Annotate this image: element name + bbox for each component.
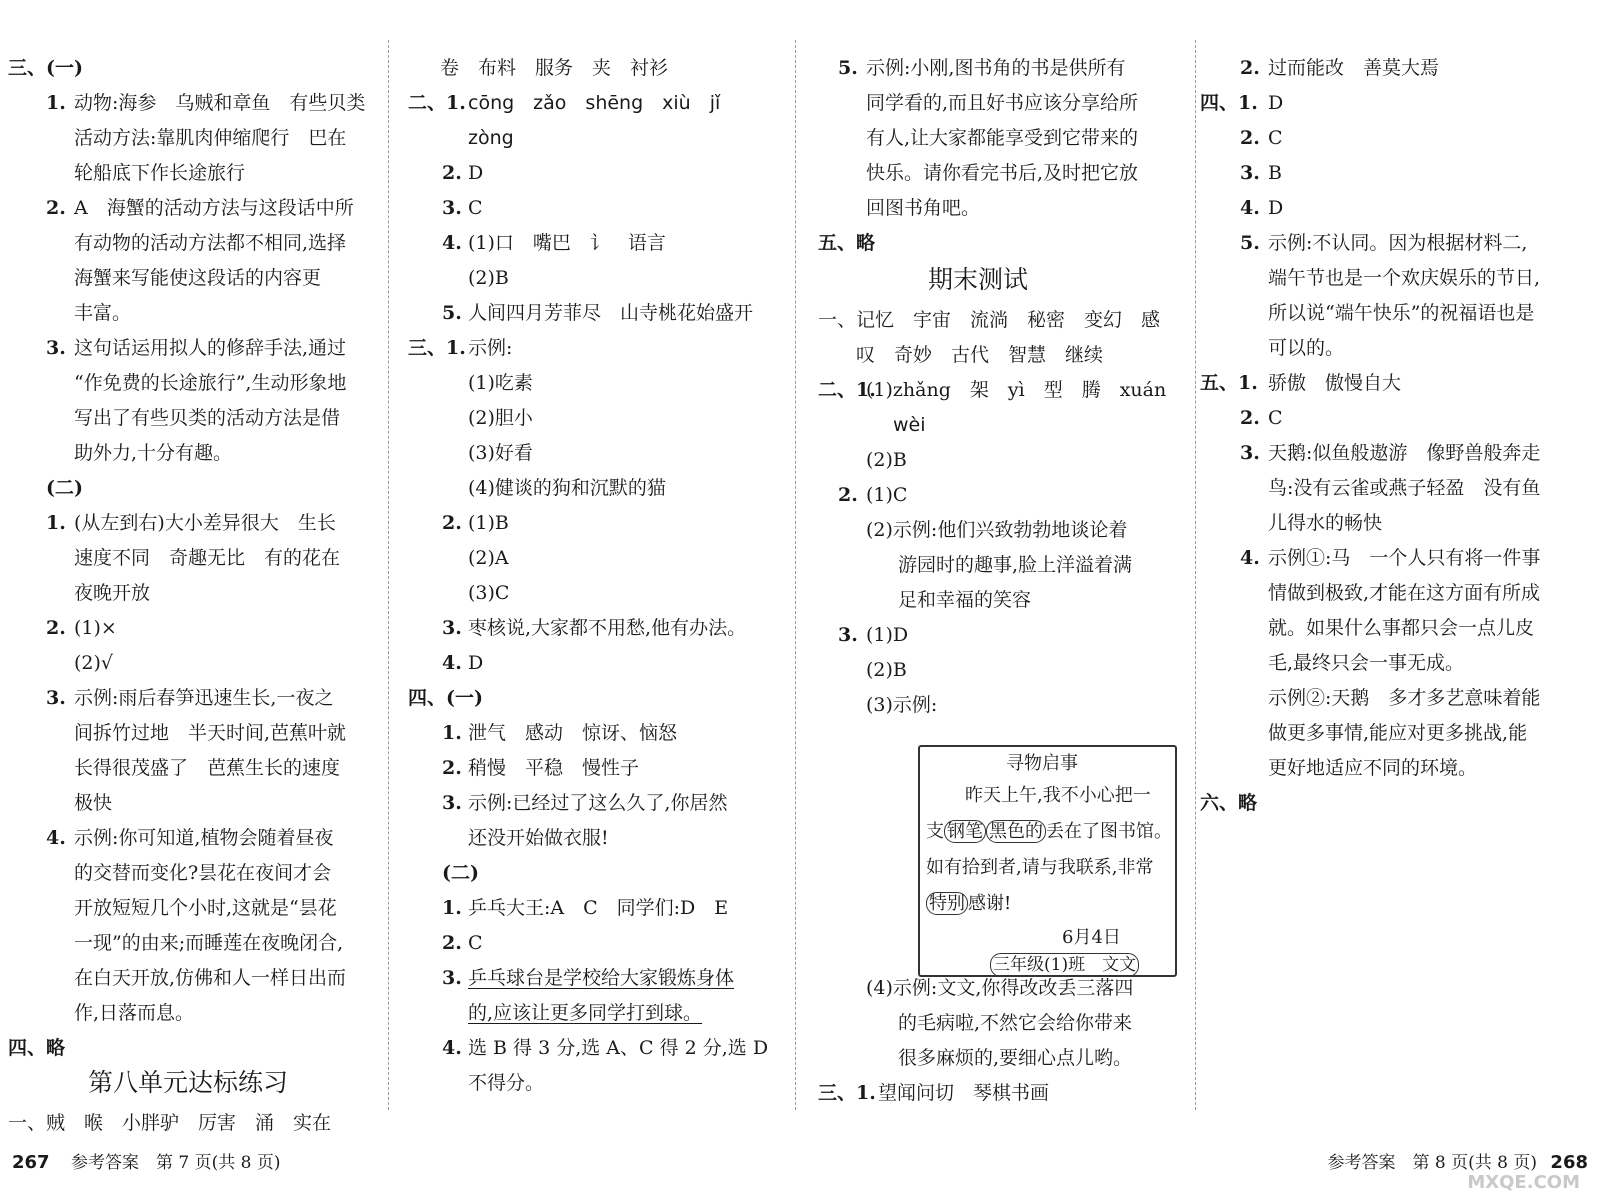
- notice-line: 特别 感谢!: [926, 893, 1011, 915]
- footer-left: [12, 1148, 281, 1173]
- answer-line: 有人,让大家都能享受到它带来的: [866, 127, 1139, 149]
- answer-line: 示例②:天鹅 多才多艺意味着能: [1268, 687, 1541, 709]
- answer-line: 人间四月芳菲尽 山寺桃花始盛开: [468, 302, 754, 324]
- answer-line: A 海蟹的活动方法与这段话中所: [74, 197, 354, 219]
- answer-line: 助外力,十分有趣。: [74, 442, 233, 464]
- item-number: 1.: [46, 92, 66, 114]
- item-number: 4.: [46, 827, 66, 849]
- answer-line: 丰富。: [74, 302, 132, 324]
- unit-title: 第八单元达标练习: [88, 1068, 289, 1097]
- item-number: 3.: [46, 687, 66, 709]
- lost-item-notice: [918, 745, 1177, 977]
- answer-line: (2)示例:他们兴致勃勃地谈论着: [866, 519, 1128, 541]
- section-heading: 五、略: [818, 232, 876, 254]
- item-number: 3.: [1240, 162, 1260, 184]
- item-number: 3.: [838, 624, 858, 646]
- answer-line: 活动方法:靠肌肉伸缩爬行 巴在: [74, 127, 347, 149]
- pinyin-line: zòng: [468, 127, 514, 149]
- answer-line: 骄傲 傲慢自大: [1268, 372, 1402, 394]
- answer-line: “作免费的长途旅行”,生动形象地: [74, 372, 347, 394]
- item-number: 5.: [838, 57, 858, 79]
- item-number: 2.: [838, 484, 858, 506]
- answer-line: 一、记忆 宇宙 流淌 秘密 变幻 感: [818, 309, 1161, 331]
- pinyin-line: cōng zǎo shēng xiù jǐ: [468, 92, 721, 114]
- item-number: 2.: [46, 197, 66, 219]
- answer-line: 示例:雨后春笋迅速生长,一夜之: [74, 687, 334, 709]
- item-number: 4.: [1240, 547, 1260, 569]
- answer-line: 情做到极致,才能在这方面有所成: [1268, 582, 1541, 604]
- answer-line: D: [1268, 197, 1284, 219]
- footer-caption: 参考答案 第 7 页(共 8 页): [70, 1153, 281, 1173]
- column-divider: [388, 40, 389, 1110]
- answer-line: C: [1268, 407, 1283, 429]
- unit-title: 期末测试: [928, 265, 1029, 294]
- answer-line: C: [1268, 127, 1283, 149]
- answer-line: 的交替而变化?昙花在夜间才会: [74, 862, 332, 884]
- item-number: 3.: [442, 197, 462, 219]
- answer-line: (4)示例:文文,你得改改丢三落四: [866, 977, 1134, 999]
- answer-line: D: [468, 652, 484, 674]
- answer-line: 示例:你可知道,植物会随着昼夜: [74, 827, 334, 849]
- item-number: 3.: [46, 337, 66, 359]
- answer-line: 足和幸福的笑容: [898, 589, 1032, 611]
- answer-line: 天鹅:似鱼般遨游 像野兽般奔走: [1268, 442, 1541, 464]
- answer-line: (2)B: [468, 267, 509, 289]
- item-number: 5.: [442, 302, 462, 324]
- item-number: 2.: [1240, 407, 1260, 429]
- watermark: MXQE.COM: [1467, 1172, 1580, 1193]
- answer-line: 很多麻烦的,要细心点儿哟。: [898, 1047, 1133, 1069]
- answer-line: (1)×: [74, 617, 117, 639]
- notice-title: 寻物启事: [1006, 753, 1078, 774]
- answer-line: (3)好看: [468, 442, 533, 464]
- item-number: 2.: [442, 757, 462, 779]
- answer-line: C: [468, 197, 483, 219]
- item-number: 3.: [442, 792, 462, 814]
- item-number: 3.: [442, 967, 462, 989]
- answer-line: 望闻问切 琴棋书画: [878, 1082, 1050, 1104]
- answer-line: (1)zhǎng 架 yì 型 腾 xuán: [866, 379, 1167, 401]
- answer-line: 快乐。请你看完书后,及时把它放: [866, 162, 1139, 184]
- answer-line: 一现”的由来;而睡莲在夜晚闭合,: [74, 932, 344, 954]
- answer-line: 泄气 感动 惊讶、恼怒: [468, 722, 678, 744]
- circled-correction: 特别: [926, 892, 968, 915]
- answer-line: 做更多事情,能应对更多挑战,能: [1268, 722, 1528, 744]
- answer-line: 鸟:没有云雀或燕子轻盈 没有鱼: [1268, 477, 1541, 499]
- answer-line: 游园时的趣事,脸上洋溢着满: [898, 554, 1133, 576]
- answer-line: 一、贼 喉 小胖驴 厉害 涌 实在: [8, 1112, 332, 1134]
- answer-line: 还没开始做衣服!: [468, 827, 609, 849]
- section-heading: 三、1.: [818, 1082, 876, 1104]
- answer-line: C: [468, 932, 483, 954]
- answer-line: 儿得水的畅快: [1268, 512, 1383, 534]
- answer-line: 毛,最终只会一事无成。: [1268, 652, 1465, 674]
- answer-line: 示例:小刚,图书角的书是供所有: [866, 57, 1126, 79]
- answer-line: 卷 布料 服务 夹 衬衫: [440, 57, 669, 79]
- answer-line: (1)口 嘴巴 讠 语言: [468, 232, 666, 254]
- page-number: 268: [1550, 1152, 1588, 1173]
- circled-correction: 黑色的: [986, 820, 1046, 843]
- item-number: 2.: [1240, 127, 1260, 149]
- item-number: 2.: [442, 512, 462, 534]
- answer-line: 动物:海参 乌贼和章鱼 有些贝类: [74, 92, 366, 114]
- answer-line: (3)C: [468, 582, 510, 604]
- item-number: 2.: [1240, 57, 1260, 79]
- answer-line: (2)√: [74, 652, 114, 674]
- answer-line: 间拆竹过地 半天时间,芭蕉叶就: [74, 722, 347, 744]
- answer-line: 速度不同 奇趣无比 有的花在: [74, 547, 341, 569]
- item-number: 2.: [442, 932, 462, 954]
- answer-line: 开放短短几个小时,这就是“昙花: [74, 897, 337, 919]
- footer-right: [1328, 1148, 1589, 1173]
- answer-line: 同学看的,而且好书应该分享给所: [866, 92, 1139, 114]
- answer-line: 枣核说,大家都不用愁,他有办法。: [468, 617, 747, 639]
- answer-line: (1)D: [866, 624, 909, 646]
- answer-line: (从左到右)大小差异很大 生长: [74, 512, 336, 534]
- answer-line: 示例:: [468, 337, 513, 359]
- answer-line: 作,日落而息。: [74, 1002, 195, 1024]
- answer-line: 回图书角吧。: [866, 197, 981, 219]
- item-number: 3.: [1240, 442, 1260, 464]
- section-heading: 四、(一): [408, 687, 483, 709]
- answer-line: D: [468, 162, 484, 184]
- section-heading: 二、1.: [408, 92, 466, 114]
- item-number: 4.: [442, 232, 462, 254]
- notice-signature: 三年级(1)班 文文: [990, 953, 1139, 977]
- item-number: 1.: [46, 512, 66, 534]
- answer-line: (1)吃素: [468, 372, 533, 394]
- answer-line: (1)C: [866, 484, 908, 506]
- answer-line: D: [1268, 92, 1284, 114]
- section-heading: 六、略: [1200, 792, 1258, 814]
- section-heading: 三、(一): [8, 57, 83, 79]
- answer-line: 海蟹来写能使这段话的内容更: [74, 267, 322, 289]
- page-number: 267: [12, 1152, 50, 1173]
- notice-date: 6月4日: [1062, 927, 1121, 948]
- pinyin-line: wèi: [893, 414, 926, 436]
- answer-line: 不得分。: [468, 1072, 545, 1094]
- answer-line: B: [1268, 162, 1282, 184]
- item-number: 1.: [442, 722, 462, 744]
- answer-line: 示例:不认同。因为根据材料二,: [1268, 232, 1528, 254]
- circled-correction: 钢笔: [944, 820, 986, 843]
- footer-caption: 参考答案 第 8 页(共 8 页): [1327, 1153, 1538, 1173]
- answer-line: 写出了有些贝类的活动方法是借: [74, 407, 341, 429]
- answer-line: (2)B: [866, 449, 907, 471]
- answer-line: (2)胆小: [468, 407, 533, 429]
- answer-line: 示例:已经过了这么久了,你居然: [468, 792, 728, 814]
- underlined-answer: 乒乓球台是学校给大家锻炼身体: [468, 967, 735, 989]
- answer-line: 乒乓大王:A C 同学们:D E: [468, 897, 729, 919]
- answer-line: 这句话运用拟人的修辞手法,通过: [74, 337, 347, 359]
- answer-line: 夜晚开放: [74, 582, 151, 604]
- answer-line: 就。如果什么事都只会一点儿皮: [1268, 617, 1535, 639]
- section-heading: 四、略: [8, 1037, 66, 1059]
- section-heading: (二): [442, 862, 479, 884]
- section-heading: (二): [46, 477, 83, 499]
- section-heading: 四、1.: [1200, 92, 1258, 114]
- answer-line: 轮船底下作长途旅行: [74, 162, 246, 184]
- answer-line: 更好地适应不同的环境。: [1268, 757, 1478, 779]
- item-number: 2.: [46, 617, 66, 639]
- answer-line: 示例①:马 一个人只有将一件事: [1268, 547, 1541, 569]
- column-divider: [1195, 40, 1196, 1110]
- answer-line: 可以的。: [1268, 337, 1345, 359]
- answer-line: 长得很茂盛了 芭蕉生长的速度: [74, 757, 341, 779]
- answer-line: (2)B: [866, 659, 907, 681]
- answer-line: 端午节也是一个欢庆娱乐的节日,: [1268, 267, 1541, 289]
- answer-line: 有动物的活动方法都不相同,选择: [74, 232, 347, 254]
- item-number: 3.: [442, 617, 462, 639]
- answer-line: 在白天开放,仿佛和人一样日出而: [74, 967, 347, 989]
- answer-line: (1)B: [468, 512, 509, 534]
- item-number: 5.: [1240, 232, 1260, 254]
- item-number: 4.: [1240, 197, 1260, 219]
- item-number: 2.: [442, 162, 462, 184]
- section-heading: 二、1.: [818, 379, 876, 401]
- underlined-answer: 的,应该让更多同学打到球。: [468, 1002, 703, 1024]
- answer-line: 极快: [74, 792, 113, 814]
- answer-line: 叹 奇妙 古代 智慧 继续: [856, 344, 1104, 366]
- section-heading: 五、1.: [1200, 372, 1258, 394]
- answer-line: 所以说“端午快乐”的祝福语也是: [1268, 302, 1535, 324]
- answer-line: 稍慢 平稳 慢性子: [468, 757, 640, 779]
- answer-line: (4)健谈的狗和沉默的猫: [468, 477, 666, 499]
- answer-line: 的毛病啦,不然它会给你带来: [898, 1012, 1133, 1034]
- answer-line: (2)A: [468, 547, 509, 569]
- item-number: 1.: [442, 897, 462, 919]
- item-number: 4.: [442, 652, 462, 674]
- answer-line: (3)示例:: [866, 694, 938, 716]
- notice-line: 支 钢笔 黑色的 丢在了图书馆。: [926, 821, 1172, 842]
- column-divider: [795, 40, 796, 1110]
- answer-line: 选 B 得 3 分,选 A、C 得 2 分,选 D: [468, 1037, 769, 1059]
- item-number: 4.: [442, 1037, 462, 1059]
- answer-line: 过而能改 善莫大焉: [1268, 57, 1440, 79]
- notice-line: 如有拾到者,请与我联系,非常: [926, 857, 1154, 878]
- notice-line: 昨天上午,我不小心把一: [965, 785, 1151, 806]
- section-heading: 三、1.: [408, 337, 466, 359]
